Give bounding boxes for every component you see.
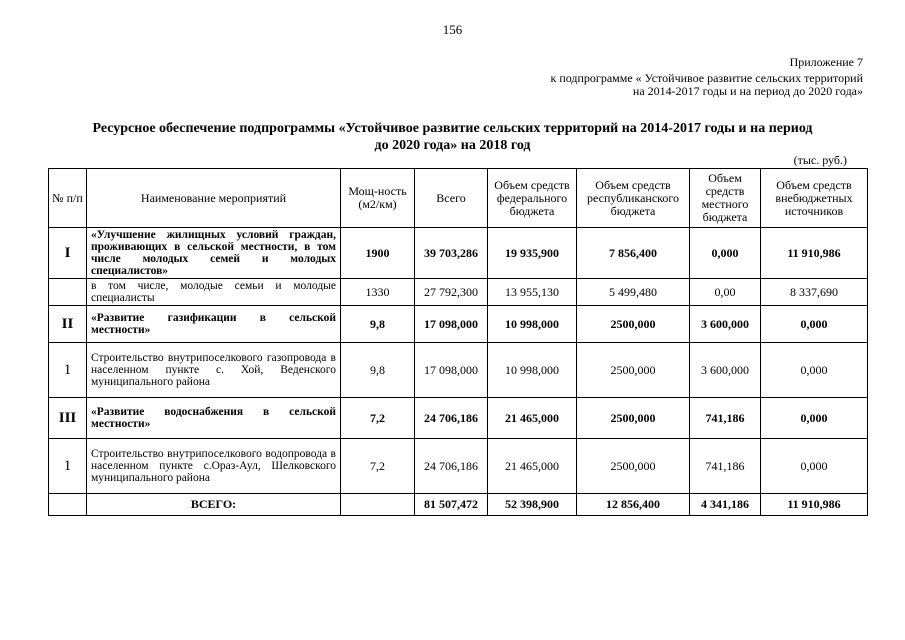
row-num: 1 [49, 343, 87, 398]
totals-label: ВСЕГО: [87, 494, 341, 516]
totals-federal: 52 398,900 [488, 494, 577, 516]
row-republic: 5 499,480 [577, 279, 690, 306]
header-num: № п/п [49, 169, 87, 228]
row-total: 24 706,186 [415, 398, 488, 439]
row-capacity: 9,8 [341, 343, 415, 398]
totals-capacity [341, 494, 415, 516]
row-republic: 7 856,400 [577, 228, 690, 279]
appendix-subtitle-line1: к подпрограмме « Устойчивое развитие сельских территорий [550, 71, 863, 85]
row-republic: 2500,000 [577, 343, 690, 398]
row-republic: 2500,000 [577, 398, 690, 439]
row-num: 1 [49, 439, 87, 494]
table-row [49, 279, 868, 306]
row-total: 17 098,000 [415, 306, 488, 343]
row-total: 17 098,000 [415, 343, 488, 398]
row-num: III [49, 398, 87, 439]
totals-num [49, 494, 87, 516]
row-extra: 0,000 [761, 306, 868, 343]
header-capacity: Мощ-ность (м2/км) [341, 169, 415, 228]
row-num [49, 279, 87, 306]
header-total: Всего [415, 169, 488, 228]
title-line1: Ресурсное обеспечение подпрограммы «Устойчивое развитие сельских территорий на 2014-2017 годы и на период [92, 121, 813, 136]
row-name: Строительство внутрипоселкового водопровода в населенном пункте с.Ораз-Аул, Шелковского муниципального района [87, 439, 341, 494]
row-local: 3 600,000 [690, 306, 761, 343]
row-local: 0,000 [690, 228, 761, 279]
row-local: 741,186 [690, 398, 761, 439]
totals-row [49, 494, 868, 516]
row-federal: 13 955,130 [488, 279, 577, 306]
totals-total: 81 507,472 [415, 494, 488, 516]
header-republic: Объем средств республиканского бюджета [577, 169, 690, 228]
page-number: 156 [442, 22, 463, 37]
document-title [45, 120, 860, 154]
row-total: 27 792,300 [415, 279, 488, 306]
totals-republic: 12 856,400 [577, 494, 690, 516]
row-federal: 21 465,000 [488, 439, 577, 494]
row-federal: 21 465,000 [488, 398, 577, 439]
appendix-subtitle [550, 72, 863, 98]
row-capacity: 7,2 [341, 439, 415, 494]
row-extra: 11 910,986 [761, 228, 868, 279]
header-local: Объем средств местного бюджета [690, 169, 761, 228]
table-row [49, 306, 868, 343]
row-extra: 0,000 [761, 343, 868, 398]
row-name: «Улучшение жилищных условий граждан, проживающих в сельской местности, в том числе молодых семей и молодых специалистов» [87, 228, 341, 279]
table-row [49, 398, 868, 439]
row-num: II [49, 306, 87, 343]
appendix-label: Приложение 7 [789, 55, 863, 69]
row-name: Строительство внутрипоселкового газопровода в населенном пункте с. Хой, Веденского муниципального района [87, 343, 341, 398]
row-local: 3 600,000 [690, 343, 761, 398]
row-extra: 0,000 [761, 439, 868, 494]
table-row [49, 439, 868, 494]
table-row [49, 228, 868, 279]
row-extra: 0,000 [761, 398, 868, 439]
header-extra: Объем средств внебюджетных источников [761, 169, 868, 228]
appendix-subtitle-line2: на 2014-2017 годы и на период до 2020 года» [632, 84, 863, 98]
row-republic: 2500,000 [577, 306, 690, 343]
title-line2: до 2020 года» на 2018 год [374, 138, 531, 153]
row-name: в том числе, молодые семьи и молодые специалисты [87, 279, 341, 306]
header-federal: Объем средств федерального бюджета [488, 169, 577, 228]
row-republic: 2500,000 [577, 439, 690, 494]
row-capacity: 1900 [341, 228, 415, 279]
row-federal: 10 998,000 [488, 343, 577, 398]
resource-table [48, 168, 868, 516]
row-num: I [49, 228, 87, 279]
row-capacity: 9,8 [341, 306, 415, 343]
row-extra: 8 337,690 [761, 279, 868, 306]
totals-local: 4 341,186 [690, 494, 761, 516]
row-total: 24 706,186 [415, 439, 488, 494]
row-local: 741,186 [690, 439, 761, 494]
units-label: (тыс. руб.) [793, 153, 847, 167]
table-row [49, 343, 868, 398]
row-local: 0,00 [690, 279, 761, 306]
row-total: 39 703,286 [415, 228, 488, 279]
row-federal: 19 935,900 [488, 228, 577, 279]
totals-extra: 11 910,986 [761, 494, 868, 516]
row-capacity: 1330 [341, 279, 415, 306]
row-name: «Развитие газификации в сельской местности» [87, 306, 341, 343]
header-row [49, 169, 868, 228]
header-name: Наименование мероприятий [87, 169, 341, 228]
row-federal: 10 998,000 [488, 306, 577, 343]
row-capacity: 7,2 [341, 398, 415, 439]
row-name: «Развитие водоснабжения в сельской местности» [87, 398, 341, 439]
